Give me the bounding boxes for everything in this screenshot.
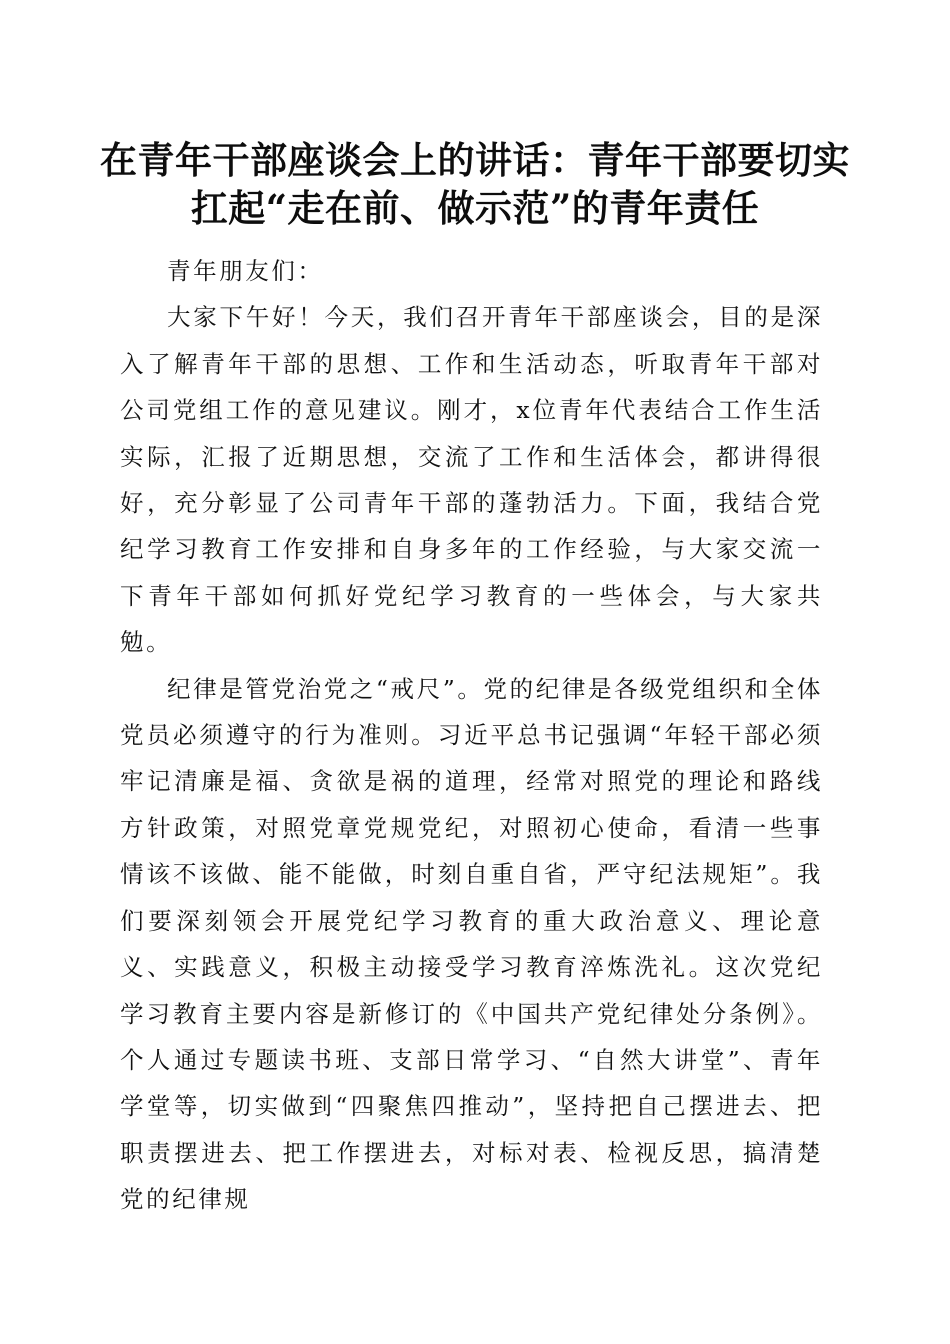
paragraph-1: 大家下午好！今天，我们召开青年干部座谈会，目的是深入了解青年干部的思想、工作和生活动态，听取青年干部对公司党组工作的意见建议。刚才，x位青年代表结合工作生活实际，汇报了近期思想，交流了工作和生活体会，都讲得很好，充分彰显了公司青年干部的蓬勃活力。下面，我结合党纪学习教育工作安排和自身多年的工作经验，与大家交流一下青年干部如何抓好党纪学习教育的一些体会，与大家共勉。 [120, 303, 823, 657]
salutation: 青年朋友们： [167, 257, 324, 285]
document-body [120, 248, 823, 1223]
paragraph-2: 纪律是管党治党之“戒尺”。党的纪律是各级党组织和全体党员必须遵守的行为准则。习近平总书记强调“年轻干部必须牢记清廉是福、贪欲是祸的道理，经常对照党的理论和路线方针政策，对照党章党规党纪，对照初心使命，看清一些事情该不该做、能不能做，时刻自重自省，严守纪法规矩”。我们要深刻领会开展党纪学习教育的重大政治意义、理论意义、实践意义，积极主动接受学习教育淬炼洗礼。这次党纪学习教育主要内容是新修订的《中国共产党纪律处分条例》。个人通过专题读书班、支部日常学习、“自然大讲堂”、青年学堂等，切实做到“四聚焦四推动”，坚持把自己摆进去、把职责摆进去、把工作摆进去，对标对表、检视反思，搞清楚党的纪律规 [120, 674, 823, 1214]
document-title-line-2: 扛起“走在前、做示范”的青年责任 [190, 186, 760, 230]
document-title-line-1: 在青年干部座谈会上的讲话：青年干部要切实 [100, 138, 850, 182]
